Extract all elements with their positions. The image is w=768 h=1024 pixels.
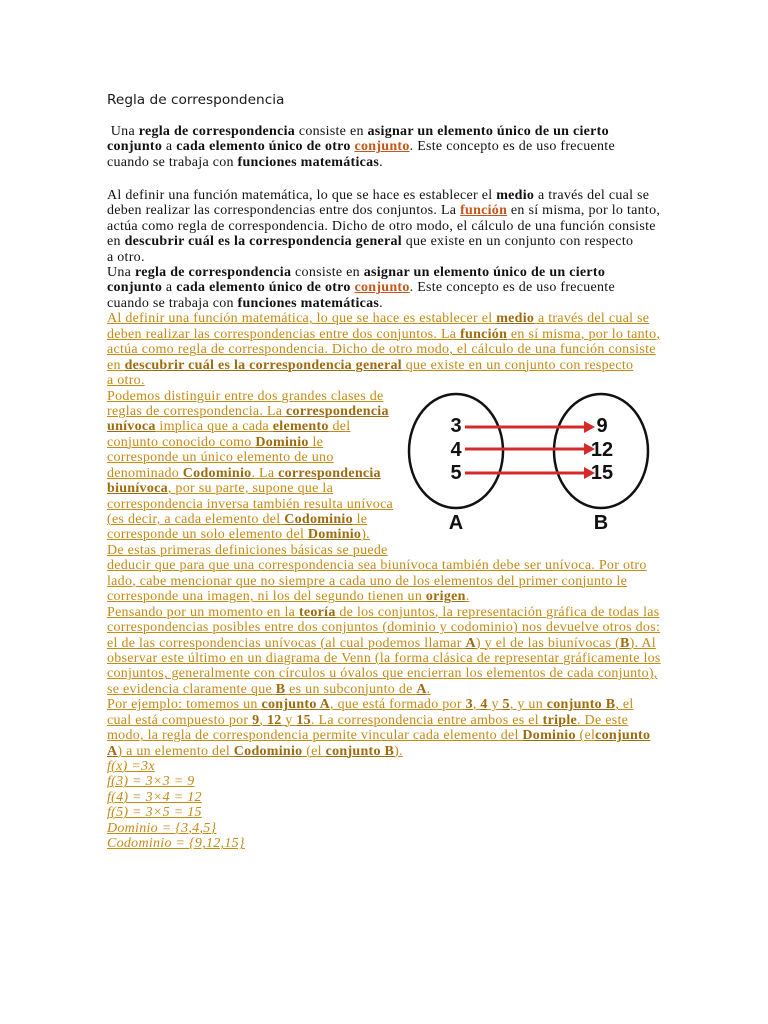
text-run: . Este concepto es de uso frecuente <box>409 139 615 155</box>
set-b-element: 12 <box>590 439 614 461</box>
arrow-third-pair <box>465 467 595 479</box>
text-run: . De este <box>577 712 629 728</box>
arrow-second-pair <box>465 443 595 455</box>
bold-text: asignar un elemento único de un cierto <box>367 124 609 139</box>
text-run: Podemos distinguir entre dos grandes clases de <box>107 388 384 404</box>
text-run: , <box>472 697 481 713</box>
hyperlink[interactable]: función <box>460 203 508 219</box>
text-line <box>107 774 727 789</box>
text-run: implica que a cada <box>155 419 273 435</box>
text-run: actúa como regla de correspondencia. Dicho de otro modo, el cálculo de una función consiste <box>107 218 656 234</box>
text-run: de los conjuntos, la representación gráfica de todas las <box>335 604 660 620</box>
text-run: (es decir, a cada elemento del <box>107 512 285 527</box>
text-run: Una <box>107 265 135 280</box>
bold-text: correspondencia <box>278 465 381 481</box>
text-line <box>107 666 727 681</box>
text-run: que existe en un conjunto con respecto <box>401 357 634 373</box>
paragraph-9 <box>107 759 727 852</box>
bold-text: conjunto <box>595 728 651 744</box>
text-run: corresponde un único elemento de uno <box>107 450 334 466</box>
set-a-label: A <box>448 512 464 534</box>
text-run: cuando se trabaja con <box>107 154 238 170</box>
bold-text: teoría <box>298 604 336 620</box>
text-line <box>107 342 727 357</box>
text-run: Pensando por un momento en la <box>107 604 299 620</box>
bold-text: Dominio <box>255 434 309 450</box>
text-run: a <box>162 280 177 296</box>
text-run: a través del cual se <box>534 187 650 203</box>
text-line <box>107 311 727 326</box>
text-run: . <box>465 589 470 605</box>
text-run: . <box>379 295 383 311</box>
paragraph-6 <box>107 543 727 605</box>
text-line <box>107 203 727 218</box>
text-run: (el <box>575 728 596 744</box>
text-run: , el <box>615 697 634 713</box>
bold-text: 3 <box>465 697 473 713</box>
bold-text: descubrir cuál es la correspondencia general <box>124 357 402 373</box>
text-line <box>107 790 727 805</box>
text-run: del <box>328 419 351 435</box>
text-line <box>107 728 727 743</box>
bold-text: funciones matemáticas <box>237 295 380 311</box>
text-line <box>107 620 727 635</box>
text-run: f(3) = 3×3 = 9 <box>107 774 195 790</box>
text-run: ) y el de las biunívocas ( <box>475 635 621 651</box>
text-run: conjunto conocido como <box>107 434 256 450</box>
text-run: . Este concepto es de uso frecuente <box>409 280 615 296</box>
text-run: conjuntos, generalmente con círculos u óvalos que encierran los elementos de cada conjunto), <box>107 666 658 682</box>
text-run: . <box>426 681 431 697</box>
text-run: en <box>107 357 125 373</box>
text-run: consiste en <box>295 124 368 139</box>
text-line <box>107 697 727 712</box>
text-run: cual está compuesto por <box>107 712 253 728</box>
text-line <box>107 713 727 728</box>
text-run: . La correspondencia entre ambos es el <box>310 712 543 728</box>
set-b-element: 9 <box>596 415 608 437</box>
text-run: en sí misma, por lo tanto, <box>507 326 661 342</box>
text-line <box>107 574 727 589</box>
set-a-element: 3 <box>450 415 462 437</box>
bold-text: funciones matemáticas <box>237 154 380 170</box>
bold-text: conjunto B <box>546 697 616 713</box>
text-run: denominado <box>107 465 183 481</box>
paragraph-4 <box>107 311 727 388</box>
bold-text: conjunto <box>107 280 163 296</box>
text-run: deben realizar las correspondencias entre dos conjuntos. La <box>107 203 461 219</box>
text-run: le <box>352 512 368 527</box>
text-line <box>107 327 727 342</box>
text-run: el de las correspondencias unívocas (al cual podemos llamar <box>107 635 466 651</box>
text-run: que existe en un conjunto con respecto <box>401 234 634 250</box>
text-line <box>107 250 727 265</box>
bold-text: cada elemento único de otro <box>176 280 351 296</box>
text-line <box>107 805 727 820</box>
text-line <box>107 265 727 280</box>
bold-text: origen <box>425 589 466 605</box>
text-run: Codominio = {9,12,15} <box>107 836 245 852</box>
paragraph-1 <box>107 124 727 170</box>
bold-text: triple <box>542 712 577 728</box>
paragraph-2 <box>107 188 727 265</box>
text-run: reglas de correspondencia. La <box>107 403 287 419</box>
text-run: Una <box>107 124 139 139</box>
text-run: a otro. <box>107 373 145 389</box>
paragraph-3 <box>107 265 727 311</box>
text-run: ). <box>394 743 403 759</box>
text-run: deducir que para que una correspondencia sea biunívoca también debe ser unívoca. Por otro <box>107 558 647 574</box>
text-run: Al definir una función matemática, lo que se hace es establecer el <box>107 187 497 203</box>
bold-text: unívoca <box>107 419 156 435</box>
text-run: es un subconjunto de <box>285 681 417 697</box>
bold-text: cada elemento único de otro <box>176 139 351 155</box>
text-line <box>107 636 727 651</box>
text-run: cuando se trabaja con <box>107 295 238 311</box>
text-run: Al definir una función matemática, lo que se hace es establecer el <box>107 311 497 327</box>
text-run: corresponde una imagen, ni los del segundo tienen un <box>107 589 426 605</box>
hyperlink[interactable]: conjunto <box>354 139 410 155</box>
arrow-head <box>584 421 595 433</box>
correspondence-diagram <box>400 386 660 536</box>
text-run: correspondencia inversa también resulta unívoca <box>107 496 394 512</box>
text-run: f(4) = 3×4 = 12 <box>107 789 202 805</box>
text-line <box>107 280 727 295</box>
text-line <box>107 296 727 311</box>
bold-text: conjunto <box>107 139 163 155</box>
bold-text: A <box>416 681 427 697</box>
bold-text: descubrir cuál es la correspondencia general <box>124 234 402 250</box>
paragraph-7 <box>107 605 727 698</box>
bold-text: medio <box>496 311 535 327</box>
text-run: a <box>162 139 177 155</box>
text-run: deben realizar las correspondencias entre dos conjuntos. La <box>107 326 461 342</box>
text-run: ). <box>361 527 370 543</box>
bold-text: función <box>460 326 508 342</box>
text-line <box>107 139 727 154</box>
text-line <box>107 124 727 139</box>
bold-text: B <box>620 635 630 651</box>
set-a-element: 4 <box>450 439 462 461</box>
text-run: , <box>259 712 267 728</box>
text-run: f(5) = 3×5 = 15 <box>107 805 202 821</box>
set-b-label: B <box>593 512 609 534</box>
bold-text: 12 <box>266 712 282 728</box>
text-line <box>107 836 727 851</box>
text-line <box>107 219 727 234</box>
text-run: consiste en <box>291 265 364 280</box>
bold-text: elemento <box>272 419 329 435</box>
text-run: le <box>308 434 324 450</box>
bold-text: 9 <box>252 712 260 728</box>
set-b-element: 15 <box>590 462 614 484</box>
bold-text: Codominio <box>284 512 353 527</box>
text-run: en sí misma, por lo tanto, <box>507 203 661 219</box>
text-run: (el <box>302 743 326 759</box>
bold-text: conjunto A <box>261 697 331 713</box>
bold-text: Codominio <box>233 743 303 759</box>
page-title: Regla de correspondencia <box>107 92 285 108</box>
text-run: Dominio = {3,4,5} <box>107 820 217 836</box>
text-line <box>107 682 727 697</box>
text-run: lado, cabe mencionar que no siempre a cada uno de los elementos del primer conjunto le <box>107 573 628 589</box>
text-line <box>107 759 727 774</box>
text-run: . <box>379 154 383 170</box>
text-line <box>107 543 727 558</box>
bold-text: Dominio <box>522 728 576 744</box>
text-run: modo, la regla de correspondencia permite vincular cada elemento del <box>107 728 523 744</box>
text-line <box>107 589 727 604</box>
arrow-first-pair <box>465 421 595 433</box>
text-run: Por ejemplo: tomemos un <box>107 697 262 713</box>
text-line <box>107 188 727 203</box>
text-line <box>107 744 727 759</box>
text-run: . La <box>251 465 279 481</box>
text-line <box>107 821 727 836</box>
bold-text: conjunto B <box>325 743 395 759</box>
bold-text: A <box>465 635 476 651</box>
text-line <box>107 358 727 373</box>
text-run: correspondencias posibles entre dos conjuntos (dominio y codominio) nos devuelve otros dos: <box>107 620 661 636</box>
bold-text: B <box>275 681 286 697</box>
text-run: f(x) =3x <box>107 759 155 774</box>
text-run: actúa como regla de correspondencia. Dicho de otro modo, el cálculo de una función consiste <box>107 342 656 358</box>
bold-text: Dominio <box>307 527 362 543</box>
bold-text: regla de correspondencia <box>138 124 296 139</box>
text-run: y <box>281 712 297 728</box>
bold-text: 4 <box>480 697 488 713</box>
text-line <box>107 234 727 249</box>
bold-text: Codominio <box>182 465 252 481</box>
bold-text: biunívoca <box>107 481 168 497</box>
bold-text: correspondencia <box>286 403 389 419</box>
bold-text: asignar un elemento único de un cierto <box>363 265 606 280</box>
bold-text: regla de correspondencia <box>134 265 292 280</box>
text-line <box>107 558 727 573</box>
bold-text: 15 <box>296 712 311 728</box>
text-run: observar este último en un diagrama de Venn (la forma clásica de representar gráficamente los <box>107 650 661 666</box>
text-run: corresponde un solo elemento del <box>107 527 308 543</box>
bold-text: 5 <box>502 697 510 713</box>
bold-text: A <box>107 743 118 759</box>
hyperlink[interactable]: conjunto <box>354 280 410 296</box>
text-line <box>107 155 727 170</box>
text-line <box>107 651 727 666</box>
text-run: a otro. <box>107 249 145 265</box>
text-run: , y un <box>509 697 547 713</box>
text-run: , que está formado por <box>330 697 466 713</box>
text-run: y <box>487 697 503 713</box>
paragraph-8 <box>107 697 727 759</box>
text-run: a través del cual se <box>534 311 650 327</box>
text-run: ). Al <box>629 635 656 651</box>
set-a-element: 5 <box>450 462 462 484</box>
text-run: se evidencia claramente que <box>107 681 276 697</box>
text-line <box>107 605 727 620</box>
text-run: De estas primeras definiciones básicas se puede <box>107 542 388 558</box>
text-run: , por su parte, supone que la <box>167 481 334 497</box>
bold-text: medio <box>496 187 535 203</box>
text-run: ) a un elemento del <box>117 743 234 759</box>
text-run: en <box>107 234 125 250</box>
